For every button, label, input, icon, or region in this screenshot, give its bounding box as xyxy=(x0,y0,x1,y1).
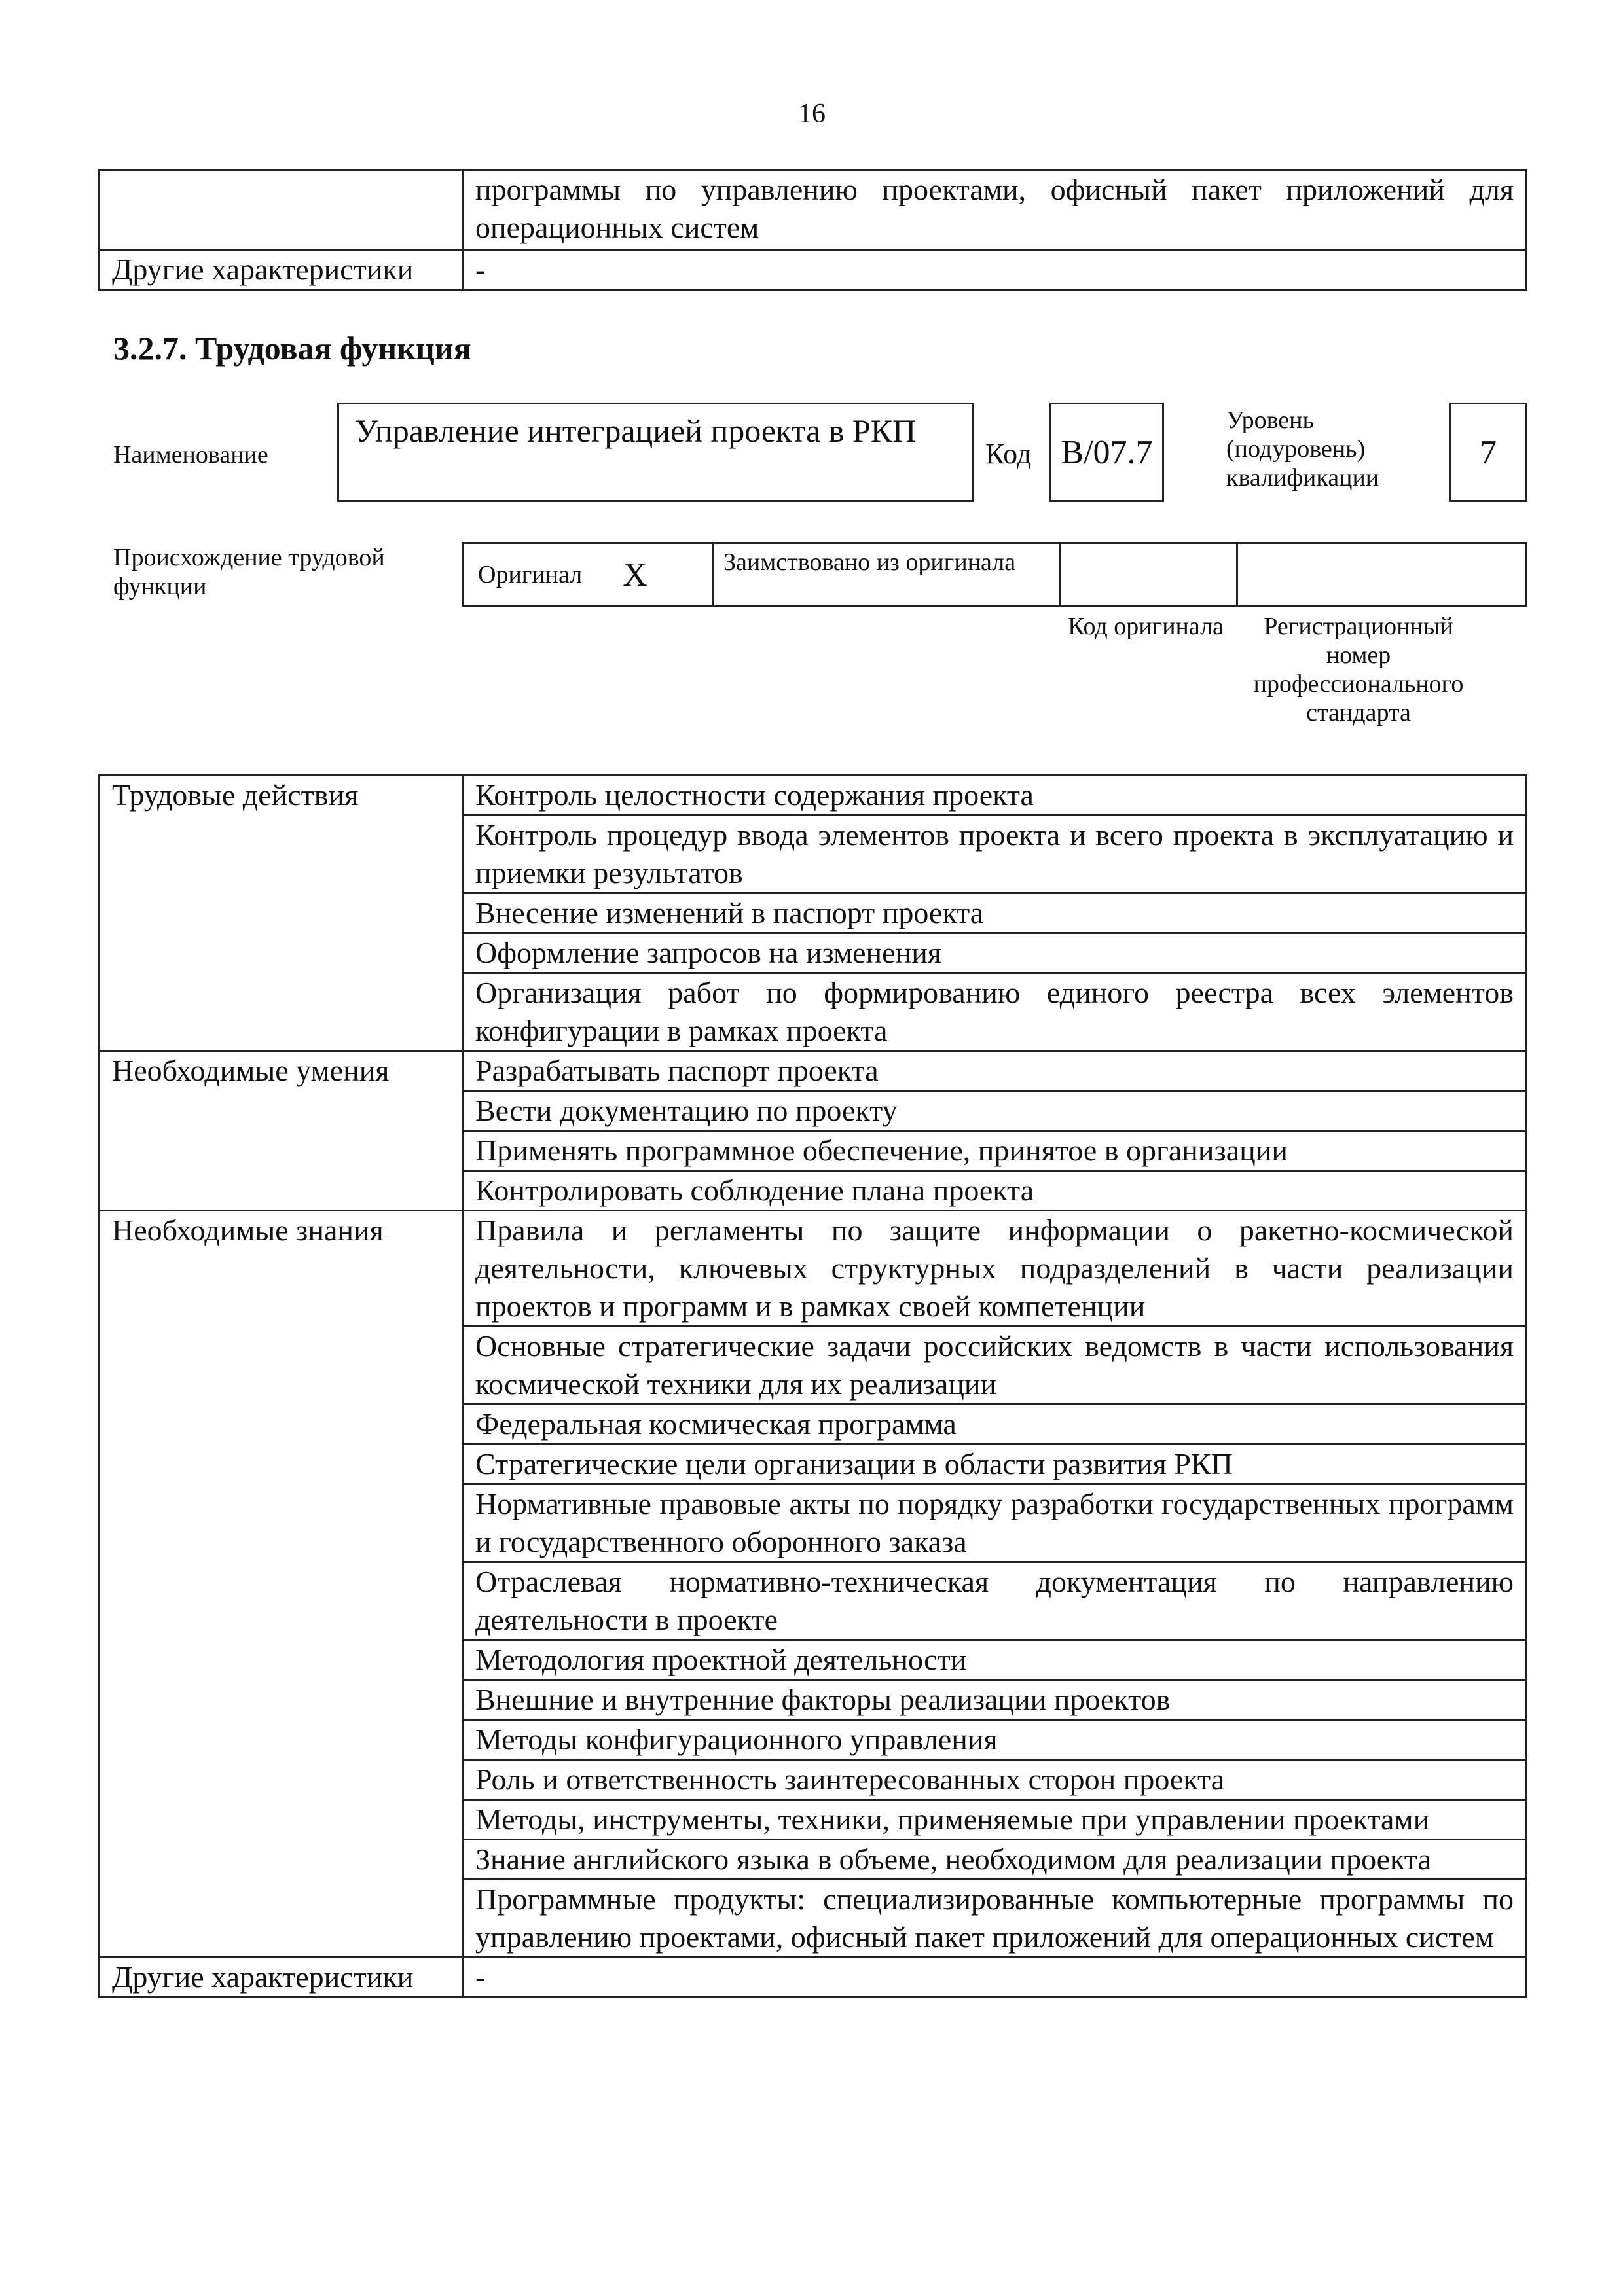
continuation-other-label: Другие характеристики xyxy=(100,250,463,290)
required-skill-group-label: Необходимые умения xyxy=(100,1051,463,1211)
original-code-cell xyxy=(1061,544,1238,605)
table-row xyxy=(100,1958,1527,1998)
required-knowledge-item: Методы, инструменты, техники, применяемые при управлении проектами xyxy=(463,1800,1527,1840)
required-knowledge-item: Основные стратегические задачи российских ведомств в части использования космической техники для их реализации xyxy=(463,1327,1527,1405)
required-skill-item: Разрабатывать паспорт проекта xyxy=(463,1051,1527,1091)
required-knowledge-item: Программные продукты: специализированные компьютерные программы по управлению проектами, офисный пакет приложений для операционных систем xyxy=(463,1880,1527,1958)
table-row xyxy=(100,1211,1527,1327)
main-table xyxy=(98,774,1527,1998)
continuation-other-value: - xyxy=(463,250,1527,290)
required-skill-item: Вести документацию по проекту xyxy=(463,1091,1527,1131)
continuation-table xyxy=(98,169,1527,291)
required-knowledge-item: Знание английского языка в объеме, необходимом для реализации проекта xyxy=(463,1840,1527,1880)
required-skill-item: Применять программное обеспечение, принятое в организации xyxy=(463,1131,1527,1171)
table-row xyxy=(100,776,1527,816)
table-row xyxy=(100,1051,1527,1091)
required-knowledge-item: Отраслевая нормативно-техническая документация по направлению деятельности в проекте xyxy=(463,1562,1527,1640)
registration-number-cell xyxy=(1238,544,1525,605)
original-mark: X xyxy=(623,556,647,594)
other-characteristics-value: - xyxy=(463,1958,1527,1998)
page-number: 16 xyxy=(798,99,826,129)
registration-number-caption: Регистрационный номер профессионального стандарта xyxy=(1253,613,1464,726)
required-knowledge-item: Правила и регламенты по защите информации о ракетно-космической деятельности, ключевых структурных подразделений в части реализации проектов и программ и в рамках своей компетенции xyxy=(463,1211,1527,1327)
labor-action-group-label: Трудовые действия xyxy=(100,776,463,1051)
labor-action-item: Контроль целостности содержания проекта xyxy=(463,776,1527,816)
required-knowledge-item: Методы конфигурационного управления xyxy=(463,1720,1527,1760)
origin-row xyxy=(462,542,1527,607)
name-label: Наименование xyxy=(113,441,268,469)
code-value-box: B/07.7 xyxy=(1049,403,1164,502)
original-code-caption: Код оригинала xyxy=(1068,613,1224,640)
required-knowledge-group-label: Необходимые знания xyxy=(100,1211,463,1958)
original-label: Оригинал xyxy=(478,561,583,588)
labor-action-item: Контроль процедур ввода элементов проекта и всего проекта в эксплуатацию и приемки результатов xyxy=(463,816,1527,893)
original-cell xyxy=(464,544,714,605)
required-knowledge-item: Методология проектной деятельности xyxy=(463,1640,1527,1680)
level-label: Уровень (подуровень) квалификации xyxy=(1226,406,1379,492)
required-knowledge-item: Роль и ответственность заинтересованных сторон проекта xyxy=(463,1760,1527,1800)
labor-action-item: Организация работ по формированию единого реестра всех элементов конфигурации в рамках проекта xyxy=(463,973,1527,1051)
required-knowledge-item: Внешние и внутренние факторы реализации проектов xyxy=(463,1680,1527,1720)
labor-action-item: Оформление запросов на изменения xyxy=(463,933,1527,973)
code-label: Код xyxy=(985,438,1032,470)
level-value-box: 7 xyxy=(1449,403,1527,502)
labor-action-item: Внесение изменений в паспорт проекта xyxy=(463,893,1527,933)
section-title: 3.2.7. Трудовая функция xyxy=(113,330,471,367)
required-knowledge-item: Стратегические цели организации в области развития РКП xyxy=(463,1444,1527,1484)
required-skill-item: Контролировать соблюдение плана проекта xyxy=(463,1171,1527,1211)
other-characteristics-label: Другие характеристики xyxy=(100,1958,463,1998)
continuation-empty-cell xyxy=(100,170,463,250)
borrowed-cell: Заимствовано из оригинала xyxy=(714,544,1061,605)
required-knowledge-item: Нормативные правовые акты по порядку разработки государственных программ и государственного оборонного заказа xyxy=(463,1484,1527,1562)
main-table-body xyxy=(100,776,1527,1998)
name-value-box: Управление интеграцией проекта в РКП xyxy=(337,403,974,502)
required-knowledge-item: Федеральная космическая программа xyxy=(463,1405,1527,1444)
origin-label: Происхождение трудовой функции xyxy=(113,544,385,600)
continuation-text: программы по управлению проектами, офисный пакет приложений для операционных систем xyxy=(463,170,1527,250)
